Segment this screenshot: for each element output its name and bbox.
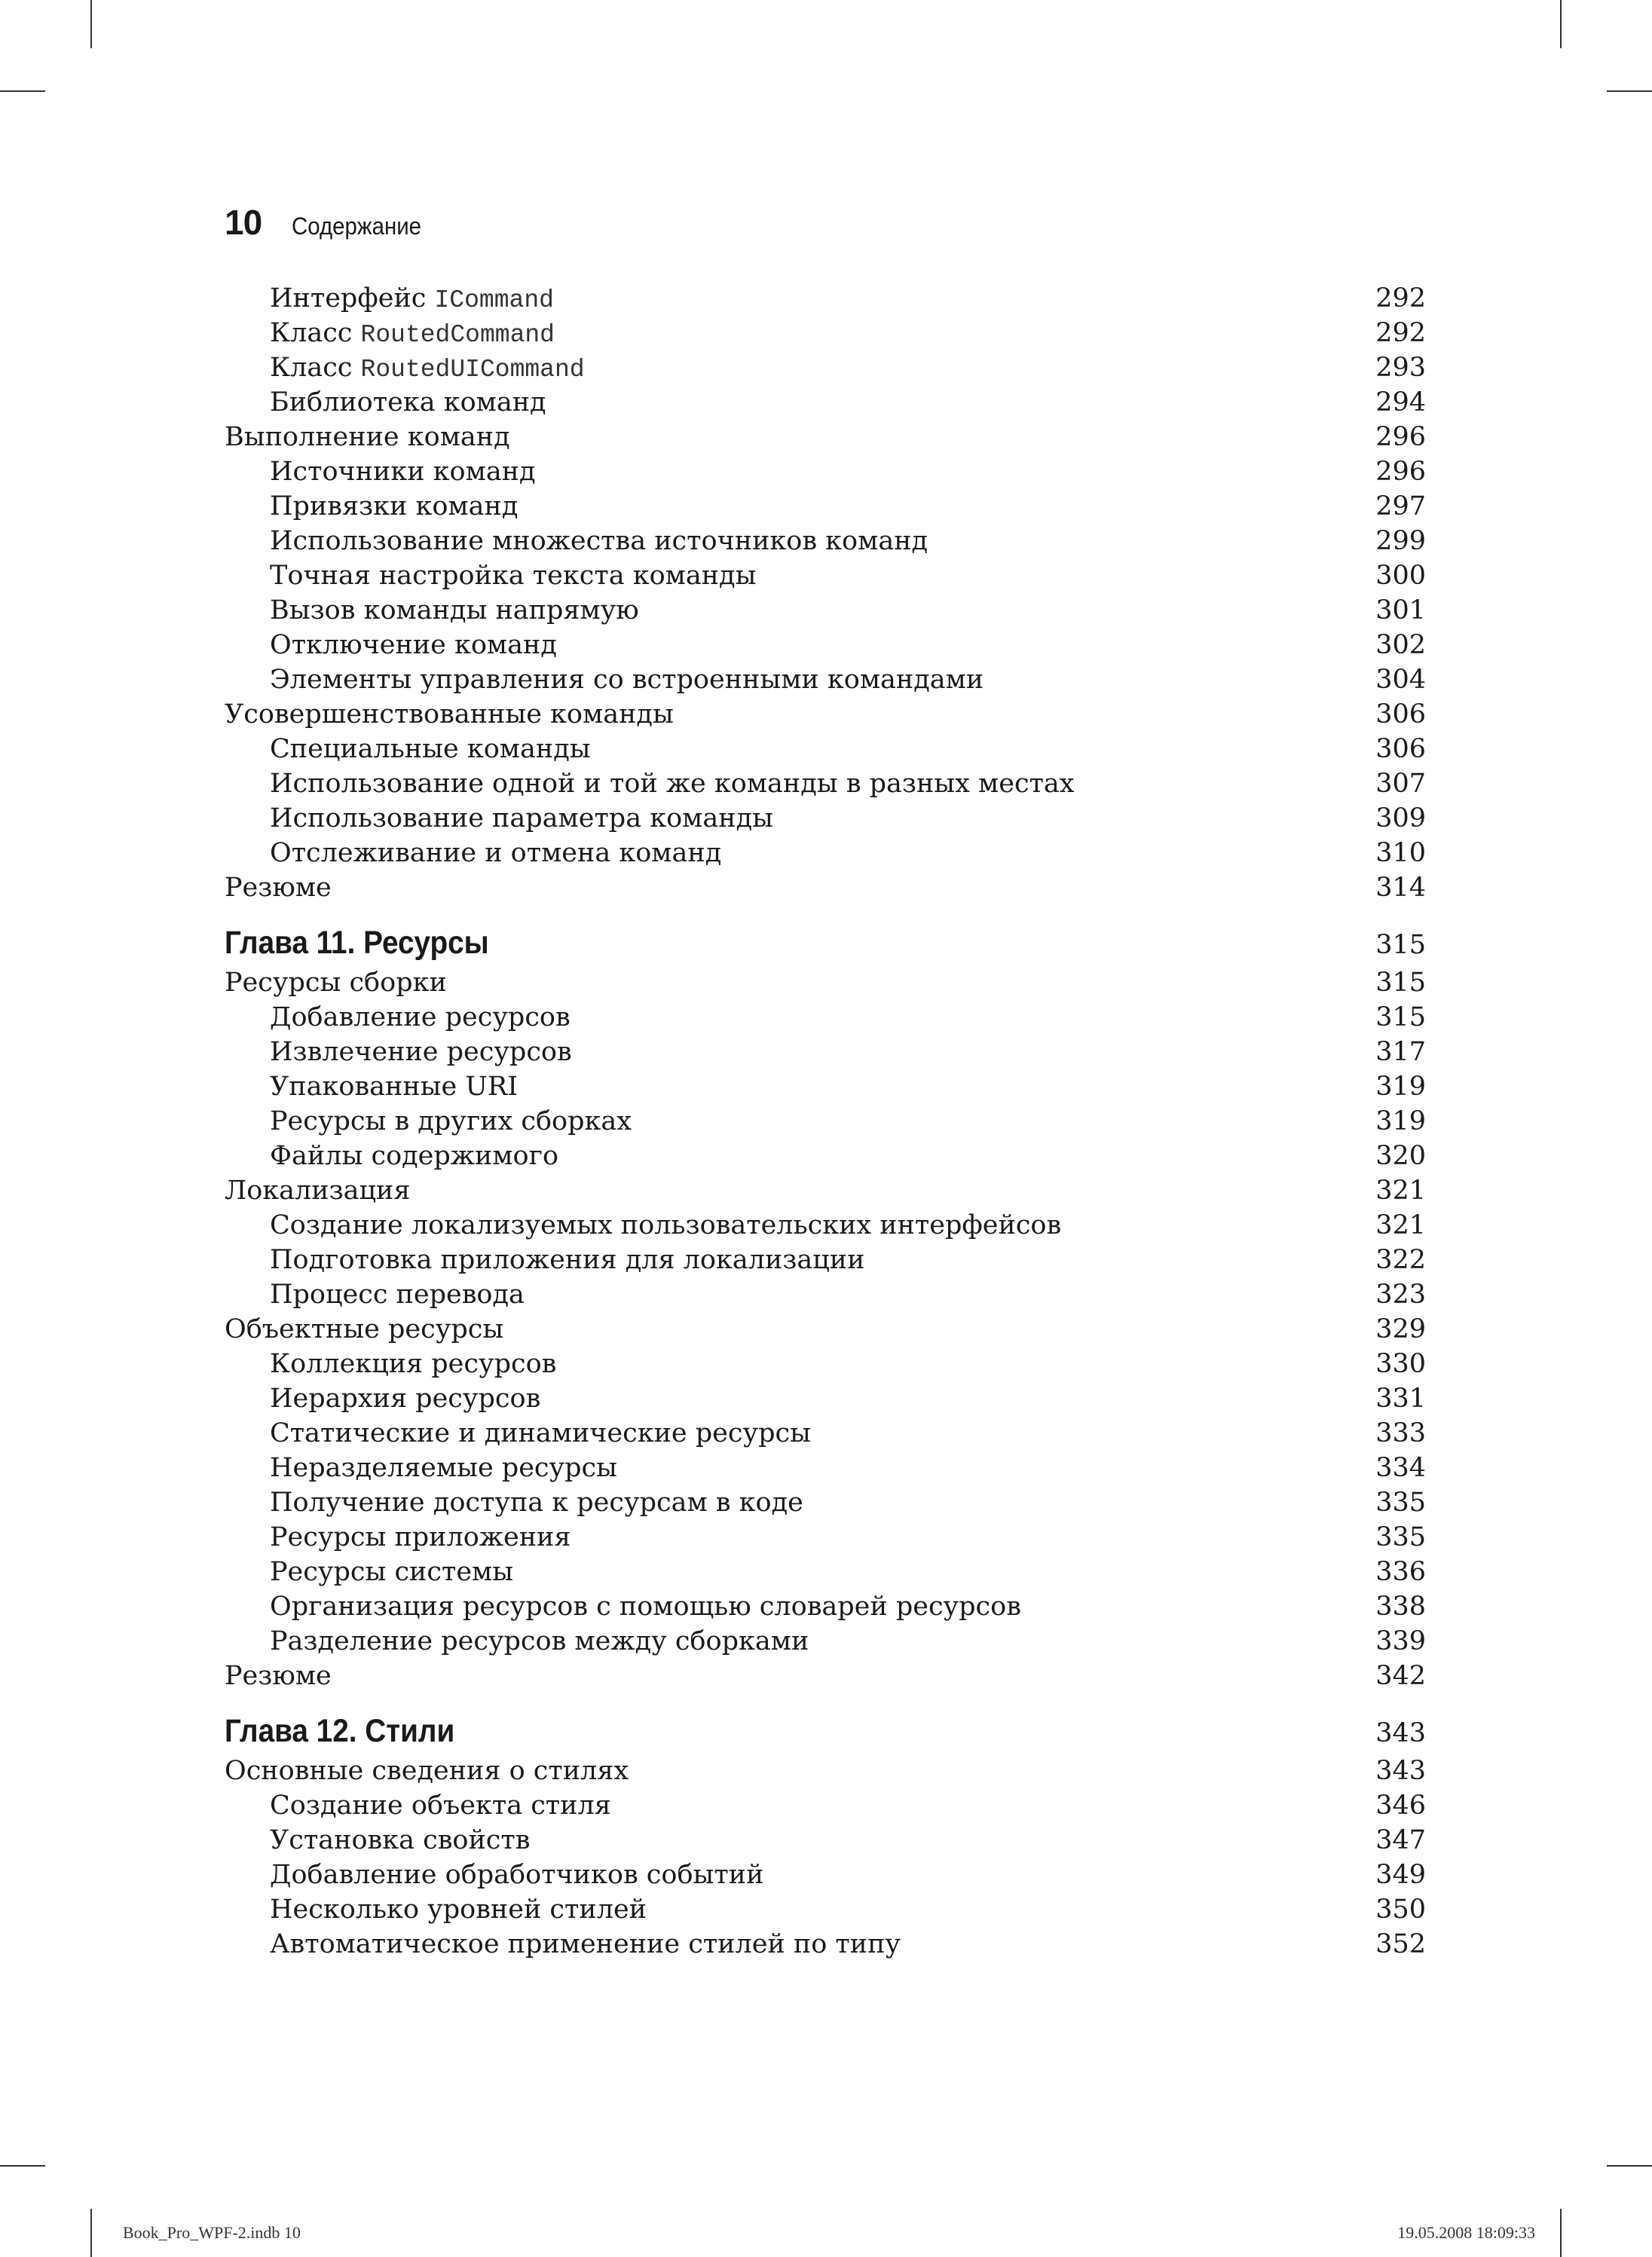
crop-mark [0,90,45,92]
toc-subsection-entry[interactable] [225,524,1426,558]
toc-section-entry[interactable] [225,965,1426,1000]
page-ref: 296 [1375,422,1426,452]
toc-subsection-entry[interactable] [225,1788,1426,1823]
entry-label: Ресурсы в других сборках [270,1106,632,1136]
entry-title [225,350,585,387]
toc-subsection-entry[interactable] [225,1347,1426,1381]
entry-label: Привязки команд [270,491,519,521]
entry-label: Автоматическое применение стилей по типу [270,1929,901,1959]
page-ref: 302 [1375,630,1426,660]
chapter-heading[interactable] [225,1710,1426,1752]
section-title: Содержание [292,213,422,240]
table-of-contents [225,281,1426,1962]
entry-label: Вызов команды напрямую [270,595,639,625]
chapter-title: Глава 11. Ресурсы [225,925,489,961]
entry-title [225,1555,513,1589]
page-ref: 347 [1375,1825,1426,1855]
page-ref: 294 [1375,387,1426,417]
entry-label: Использование одной и той же команды в разных местах [270,769,1075,799]
page-ref: 299 [1375,526,1426,556]
page-ref: 317 [1375,1037,1426,1067]
toc-section-entry[interactable] [225,1659,1426,1693]
toc-subsection-entry[interactable] [225,593,1426,628]
entry-title [225,697,674,732]
page-ref: 335 [1375,1488,1426,1518]
toc-subsection-entry[interactable] [225,1858,1426,1892]
entry-title [225,1624,809,1659]
page-ref: 320 [1375,1141,1426,1171]
page-ref: 315 [1375,968,1426,998]
toc-subsection-entry[interactable] [225,732,1426,766]
entry-label: Ресурсы приложения [270,1522,571,1552]
toc-subsection-entry[interactable] [225,1589,1426,1624]
entry-label: Добавление ресурсов [270,1002,571,1032]
entry-label: Резюме [225,873,332,903]
page-ref: 343 [1375,1718,1426,1748]
entry-label: Элементы управления со встроенными командами [270,665,984,695]
entry-label: Файлы содержимого [270,1141,559,1171]
entry-label: Процесс перевода [270,1280,525,1310]
page-ref: 310 [1375,838,1426,868]
entry-label: Использование множества источников команд [270,526,928,556]
entry-title [225,385,546,420]
toc-subsection-entry[interactable] [225,1208,1426,1243]
page-ref: 307 [1375,769,1426,799]
toc-subsection-entry[interactable] [225,1624,1426,1659]
toc-subsection-entry[interactable] [225,558,1426,593]
page-ref: 297 [1375,491,1426,521]
crop-mark [1607,2165,1652,2167]
entry-title [225,316,555,353]
crop-mark [90,0,92,48]
page-number: 10 [225,203,262,242]
page-ref: 339 [1375,1626,1426,1656]
toc-subsection-entry[interactable] [225,766,1426,801]
entry-label: Ресурсы системы [270,1557,514,1587]
entry-title [225,454,536,489]
entry-title [225,1416,811,1451]
toc-subsection-entry[interactable] [225,628,1426,662]
footer-file-info: Book_Pro_WPF-2.indb 10 [123,2223,301,2242]
page-ref: 314 [1375,873,1426,903]
entry-title [225,1485,803,1520]
crop-mark [90,2209,92,2257]
entry-title [225,1312,503,1347]
entry-title [225,1858,763,1892]
entry-title [225,1927,901,1962]
page-ref: 300 [1375,561,1426,591]
page-ref: 350 [1375,1895,1426,1925]
toc-subsection-entry[interactable] [225,1520,1426,1555]
entry-title [225,420,510,454]
entry-label: Основные сведения о стилях [225,1756,629,1786]
toc-subsection-entry[interactable] [225,385,1426,420]
page-ref: 352 [1375,1929,1426,1959]
page-ref: 322 [1375,1245,1426,1275]
toc-subsection-entry[interactable] [225,1416,1426,1451]
entry-title [225,1104,632,1139]
page-ref: 292 [1375,318,1426,348]
page-ref: 315 [1375,1002,1426,1032]
toc-subsection-entry[interactable] [225,1555,1426,1589]
page-ref: 329 [1375,1314,1426,1344]
entry-label: Неразделяемые ресурсы [270,1453,617,1483]
toc-section-entry[interactable] [225,1754,1426,1788]
entry-title [225,524,928,558]
toc-subsection-entry[interactable] [225,1243,1426,1277]
entry-title [225,662,984,697]
entry-title [225,965,447,1000]
entry-label: Интерфейс [270,283,435,313]
chapter-title: Глава 12. Стили [225,1713,455,1749]
entry-title [225,1788,611,1823]
entry-title [225,1451,617,1485]
entry-title [225,1139,558,1173]
entry-label: Извлечение ресурсов [270,1037,572,1067]
toc-subsection-entry[interactable] [225,1892,1426,1927]
entry-title [225,870,332,905]
entry-title [225,1243,864,1277]
entry-title [225,628,557,662]
page-ref: 336 [1375,1557,1426,1587]
page-ref: 304 [1375,665,1426,695]
entry-title [225,732,591,766]
page-ref: 346 [1375,1791,1426,1821]
entry-label: Точная настройка текста команды [270,561,757,591]
page-ref: 296 [1375,457,1426,487]
entry-label: Источники команд [270,457,536,487]
page-ref: 321 [1375,1210,1426,1240]
page-ref: 338 [1375,1592,1426,1622]
entry-code: RoutedCommand [360,321,555,349]
toc-subsection-entry[interactable] [225,1000,1426,1035]
toc-subsection-entry[interactable] [225,662,1426,697]
entry-title [225,1000,571,1035]
page-ref: 323 [1375,1280,1426,1310]
toc-section-entry[interactable] [225,1312,1426,1347]
toc-subsection-entry[interactable] [225,1277,1426,1312]
entry-label: Библиотека команд [270,387,546,417]
entry-label: Добавление обработчиков событий [270,1860,764,1890]
page-ref: 333 [1375,1418,1426,1448]
toc-subsection-entry[interactable] [225,1104,1426,1139]
toc-subsection-entry[interactable] [225,1823,1426,1858]
crop-mark [1560,0,1562,48]
crop-mark [1560,2209,1562,2257]
entry-code: RoutedUICommand [360,356,585,384]
toc-subsection-entry[interactable] [225,1927,1426,1962]
footer-timestamp: 19.05.2008 18:09:33 [1397,2223,1535,2242]
page-ref: 315 [1375,930,1426,960]
toc-subsection-entry[interactable] [225,1139,1426,1173]
toc-subsection-entry[interactable] [225,489,1426,524]
entry-title [225,1754,629,1788]
entry-label: Разделение ресурсов между сборками [270,1626,809,1656]
entry-label: Локализация [225,1176,411,1206]
page-ref: 292 [1375,283,1426,313]
toc-subsection-entry[interactable] [225,801,1426,836]
running-head [225,202,433,243]
crop-mark [0,2165,45,2167]
page-ref: 293 [1375,353,1426,383]
entry-label: Специальные команды [270,734,591,764]
toc-subsection-entry[interactable] [225,454,1426,489]
entry-title [225,1892,647,1927]
page-ref: 343 [1375,1756,1426,1786]
page-ref: 306 [1375,734,1426,764]
page-ref: 330 [1375,1349,1426,1379]
entry-label: Коллекция ресурсов [270,1349,557,1379]
toc-section-entry[interactable] [225,697,1426,732]
chapter-heading[interactable] [225,922,1426,964]
entry-label: Класс [270,318,361,348]
toc-section-entry[interactable] [225,870,1426,905]
page-ref: 335 [1375,1522,1426,1552]
entry-title [225,1069,518,1104]
page-ref: 334 [1375,1453,1426,1483]
page-ref: 349 [1375,1860,1426,1890]
page-ref: 331 [1375,1384,1426,1414]
entry-label: Использование параметра команды [270,803,773,833]
entry-label: Создание локализуемых пользовательских интерфейсов [270,1210,1062,1240]
toc-subsection-entry[interactable] [225,281,1426,316]
entry-label: Получение доступа к ресурсам в коде [270,1488,803,1518]
toc-subsection-entry[interactable] [225,1485,1426,1520]
entry-title [225,1277,525,1312]
entry-title [225,1520,571,1555]
entry-title [225,1381,540,1416]
page-ref: 306 [1375,699,1426,729]
entry-title [225,1589,1021,1624]
page-ref: 319 [1375,1072,1426,1102]
page-ref: 309 [1375,803,1426,833]
toc-subsection-entry[interactable] [225,1381,1426,1416]
entry-label: Выполнение команд [225,422,510,452]
entry-title [225,489,518,524]
entry-label: Подготовка приложения для локализации [270,1245,865,1275]
toc-subsection-entry[interactable] [225,350,1426,385]
entry-title [225,766,1075,801]
page-ref: 301 [1375,595,1426,625]
entry-label: Резюме [225,1661,332,1691]
entry-label: Упакованные URI [270,1072,519,1102]
entry-title [225,1659,332,1693]
entry-title [225,1173,410,1208]
entry-title [225,1208,1061,1243]
entry-title [225,1823,530,1858]
entry-label: Статические и динамические ресурсы [270,1418,811,1448]
crop-mark [1607,90,1652,92]
entry-label: Класс [270,353,361,383]
entry-label: Иерархия ресурсов [270,1384,541,1414]
toc-subsection-entry[interactable] [225,1069,1426,1104]
entry-label: Несколько уровней стилей [270,1895,647,1925]
entry-label: Создание объекта стиля [270,1791,611,1821]
entry-title [225,1035,572,1069]
entry-label: Отключение команд [270,630,557,660]
entry-title [225,281,554,318]
entry-title [225,801,773,836]
entry-label: Отслеживание и отмена команд [270,838,722,868]
toc-subsection-entry[interactable] [225,836,1426,870]
entry-label: Установка свойств [270,1825,531,1855]
entry-title [225,558,756,593]
entry-label: Объектные ресурсы [225,1314,504,1344]
entry-title [225,836,721,870]
entry-label: Усовершенствованные команды [225,699,674,729]
entry-label: Организация ресурсов с помощью словарей ресурсов [270,1592,1021,1622]
entry-title [225,593,639,628]
page-ref: 342 [1375,1661,1426,1691]
page-ref: 321 [1375,1176,1426,1206]
entry-code: ICommand [434,286,554,314]
entry-label: Ресурсы сборки [225,968,447,998]
entry-title [225,1347,556,1381]
toc-subsection-entry[interactable] [225,316,1426,350]
toc-section-entry[interactable] [225,1173,1426,1208]
toc-section-entry[interactable] [225,420,1426,454]
toc-subsection-entry[interactable] [225,1451,1426,1485]
page-ref: 319 [1375,1106,1426,1136]
toc-subsection-entry[interactable] [225,1035,1426,1069]
